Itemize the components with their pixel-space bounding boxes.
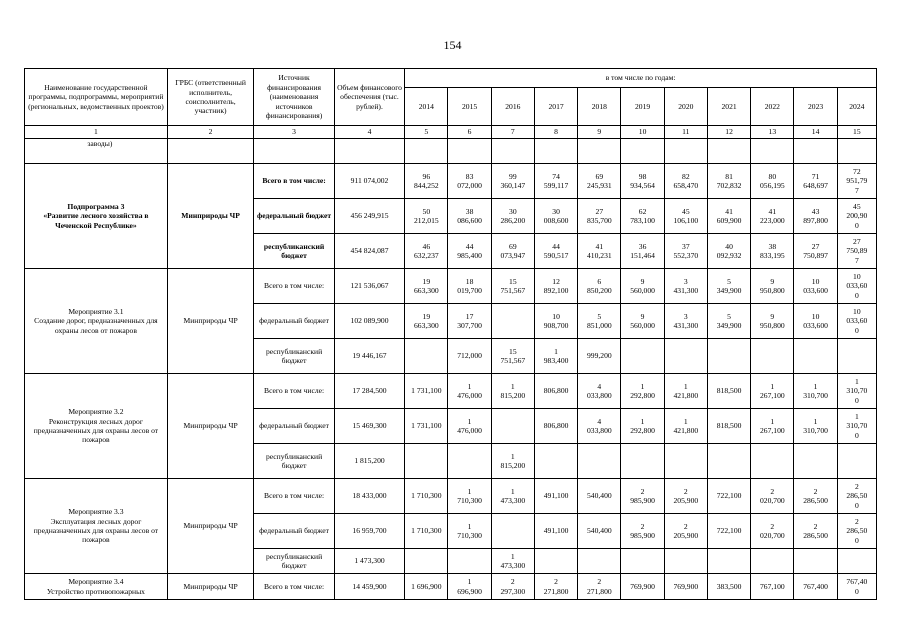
year-value-cell: 17 307,700	[448, 304, 491, 339]
year-value-cell: 712,000	[448, 339, 491, 374]
year-value-cell: 50 212,015	[405, 199, 448, 234]
year-value-cell: 30 286,200	[491, 199, 534, 234]
year-value-cell: 1 731,100	[405, 409, 448, 444]
year-value-cell: 2 286,50 0	[837, 514, 876, 549]
carry-over-text: заводы)	[25, 139, 168, 164]
header-year-2016: 2016	[491, 88, 534, 126]
volume-cell: 18 433,000	[334, 479, 404, 514]
year-value-cell: 40 092,932	[707, 234, 750, 269]
year-value-cell: 767,100	[751, 574, 794, 600]
column-number-12: 12	[707, 126, 750, 139]
year-value-cell: 1 710,300	[448, 514, 491, 549]
program-name-cell: Мероприятие 3.1 Создание дорог, предназначенных для охраны лесов от пожаров	[25, 269, 168, 374]
year-value-cell: 540,400	[578, 514, 621, 549]
year-value-cell: 1 476,000	[448, 409, 491, 444]
year-value-cell: 83 072,000	[448, 164, 491, 199]
year-value-cell	[491, 409, 534, 444]
column-number-10: 10	[621, 126, 664, 139]
year-value-cell	[707, 444, 750, 479]
column-number-13: 13	[751, 126, 794, 139]
column-number-6: 6	[448, 126, 491, 139]
year-value-cell: 383,500	[707, 574, 750, 600]
year-value-cell: 2 286,50 0	[837, 479, 876, 514]
header-year-2020: 2020	[664, 88, 707, 126]
year-value-cell: 15 751,567	[491, 339, 534, 374]
header-years-group: в том числе по годам:	[405, 69, 877, 88]
header-year-2018: 2018	[578, 88, 621, 126]
column-number-1: 1	[25, 126, 168, 139]
year-value-cell: 1 710,300	[405, 514, 448, 549]
volume-cell: 17 284,500	[334, 374, 404, 409]
header-year-2014: 2014	[405, 88, 448, 126]
volume-cell: 15 469,300	[334, 409, 404, 444]
year-value-cell	[448, 444, 491, 479]
funding-source-cell: республиканский бюджет	[254, 444, 334, 479]
year-value-cell: 1 710,300	[448, 479, 491, 514]
funding-source-cell: Всего в том числе:	[254, 574, 334, 600]
year-value-cell: 4 033,800	[578, 409, 621, 444]
volume-cell: 102 089,900	[334, 304, 404, 339]
year-value-cell	[621, 444, 664, 479]
year-value-cell: 38 086,600	[448, 199, 491, 234]
funding-source-cell: Всего в том числе:	[254, 164, 334, 199]
year-value-cell	[578, 549, 621, 574]
volume-cell: 1 815,200	[334, 444, 404, 479]
year-value-cell	[794, 444, 837, 479]
year-value-cell: 98 934,564	[621, 164, 664, 199]
column-number-2: 2	[167, 126, 254, 139]
year-value-cell: 9 950,800	[751, 304, 794, 339]
funding-source-cell: федеральный бюджет	[254, 304, 334, 339]
year-value-cell: 2 020,700	[751, 514, 794, 549]
year-value-cell: 10 033,60 0	[837, 304, 876, 339]
year-value-cell	[448, 549, 491, 574]
volume-cell: 16 959,700	[334, 514, 404, 549]
table-row	[25, 479, 877, 514]
volume-cell: 121 536,067	[334, 269, 404, 304]
header-year-2019: 2019	[621, 88, 664, 126]
table-row	[25, 269, 877, 304]
year-value-cell: 4 033,800	[578, 374, 621, 409]
year-value-cell: 1 267,100	[751, 409, 794, 444]
year-value-cell: 10 033,600	[794, 304, 837, 339]
year-value-cell: 1 983,400	[534, 339, 577, 374]
year-value-cell: 2 271,800	[578, 574, 621, 600]
year-value-cell: 3 431,300	[664, 304, 707, 339]
column-number-11: 11	[664, 126, 707, 139]
program-name-cell: Мероприятие 3.2 Реконструкция лесных дорог предназначенных для охраны лесов от пожаров	[25, 374, 168, 479]
year-value-cell	[751, 444, 794, 479]
year-value-cell	[664, 549, 707, 574]
year-value-cell	[534, 549, 577, 574]
year-value-cell: 37 552,370	[664, 234, 707, 269]
column-number-9: 9	[578, 126, 621, 139]
year-value-cell	[405, 339, 448, 374]
column-number-8: 8	[534, 126, 577, 139]
year-value-cell	[578, 444, 621, 479]
year-value-cell	[794, 549, 837, 574]
year-value-cell: 1 421,800	[664, 409, 707, 444]
year-value-cell: 41 410,231	[578, 234, 621, 269]
year-value-cell	[794, 339, 837, 374]
year-value-cell: 1 473,300	[491, 549, 534, 574]
year-value-cell: 806,800	[534, 409, 577, 444]
header-source-cell: Источник финансирования (наименования источников финансирования)	[254, 69, 334, 126]
year-value-cell: 30 008,600	[534, 199, 577, 234]
year-value-cell: 2 985,900	[621, 479, 664, 514]
budget-table	[24, 68, 877, 600]
year-value-cell: 1 473,300	[491, 479, 534, 514]
year-value-cell	[621, 339, 664, 374]
column-number-15: 15	[837, 126, 876, 139]
year-value-cell: 5 349,900	[707, 269, 750, 304]
year-value-cell: 1 815,200	[491, 444, 534, 479]
column-number-14: 14	[794, 126, 837, 139]
program-name-cell: Мероприятие 3.3 Эксплуатация лесных дорог предназначенных для охраны лесов от пожаров	[25, 479, 168, 574]
year-value-cell: 46 632,237	[405, 234, 448, 269]
year-value-cell: 62 783,100	[621, 199, 664, 234]
year-value-cell: 2 985,900	[621, 514, 664, 549]
year-value-cell: 5 851,000	[578, 304, 621, 339]
carry-over-row	[25, 139, 877, 164]
grbs-cell: Минприроды ЧР	[167, 269, 254, 374]
funding-source-cell: Всего в том числе:	[254, 479, 334, 514]
year-value-cell: 722,100	[707, 514, 750, 549]
year-value-cell: 12 892,100	[534, 269, 577, 304]
year-value-cell: 15 751,567	[491, 269, 534, 304]
funding-source-cell: федеральный бюджет	[254, 199, 334, 234]
year-value-cell	[837, 444, 876, 479]
year-value-cell: 540,400	[578, 479, 621, 514]
year-value-cell: 71 648,697	[794, 164, 837, 199]
column-number-7: 7	[491, 126, 534, 139]
year-value-cell: 72 951,79 7	[837, 164, 876, 199]
year-value-cell: 44 590,517	[534, 234, 577, 269]
year-value-cell: 10 908,700	[534, 304, 577, 339]
year-value-cell: 9 560,000	[621, 304, 664, 339]
header-name-cell: Наименование государственной программы, подпрограммы, мероприятий (региональных, ведомственных проектов)	[25, 69, 168, 126]
year-value-cell: 41 609,900	[707, 199, 750, 234]
year-value-cell: 1 310,700	[794, 409, 837, 444]
header-year-2023: 2023	[794, 88, 837, 126]
year-value-cell: 19 663,300	[405, 269, 448, 304]
header-volume-cell: Объем финансового обеспечения (тыс. рублей).	[334, 69, 404, 126]
year-value-cell: 769,900	[664, 574, 707, 600]
year-value-cell	[707, 549, 750, 574]
year-value-cell: 1 696,900	[405, 574, 448, 600]
volume-cell: 1 473,300	[334, 549, 404, 574]
year-value-cell: 36 151,464	[621, 234, 664, 269]
year-value-cell: 43 897,800	[794, 199, 837, 234]
year-value-cell: 1 710,300	[405, 479, 448, 514]
year-value-cell: 41 223,000	[751, 199, 794, 234]
year-value-cell: 1 310,70 0	[837, 374, 876, 409]
program-name-cell: Мероприятие 3.4 Устройство противопожарных	[25, 574, 168, 600]
year-value-cell: 767,400	[794, 574, 837, 600]
year-value-cell: 19 663,300	[405, 304, 448, 339]
year-value-cell: 2 286,500	[794, 514, 837, 549]
year-value-cell: 1 731,100	[405, 374, 448, 409]
funding-source-cell: федеральный бюджет	[254, 514, 334, 549]
year-value-cell: 818,500	[707, 409, 750, 444]
column-number-5: 5	[405, 126, 448, 139]
header-year-2021: 2021	[707, 88, 750, 126]
year-value-cell: 9 950,800	[751, 269, 794, 304]
header-grbs-cell: ГРБС (ответственный исполнитель, соисполнитель, участник)	[167, 69, 254, 126]
year-value-cell: 1 267,100	[751, 374, 794, 409]
table-row	[25, 374, 877, 409]
funding-source-cell: федеральный бюджет	[254, 409, 334, 444]
volume-cell: 19 446,167	[334, 339, 404, 374]
year-value-cell: 2 205,900	[664, 479, 707, 514]
funding-source-cell: республиканский бюджет	[254, 339, 334, 374]
year-value-cell: 27 750,897	[794, 234, 837, 269]
column-number-4: 4	[334, 126, 404, 139]
funding-source-cell: Всего в том числе:	[254, 374, 334, 409]
year-value-cell	[837, 339, 876, 374]
year-value-cell: 5 349,900	[707, 304, 750, 339]
year-value-cell: 45 106,100	[664, 199, 707, 234]
funding-source-cell: республиканский бюджет	[254, 234, 334, 269]
year-value-cell: 1 476,000	[448, 374, 491, 409]
year-value-cell: 27 835,700	[578, 199, 621, 234]
year-value-cell: 2 271,800	[534, 574, 577, 600]
year-value-cell: 9 560,000	[621, 269, 664, 304]
funding-source-cell: республиканский бюджет	[254, 549, 334, 574]
year-value-cell	[405, 549, 448, 574]
year-value-cell: 27 750,89 7	[837, 234, 876, 269]
year-value-cell: 96 844,252	[405, 164, 448, 199]
year-value-cell: 1 310,700	[794, 374, 837, 409]
year-value-cell	[751, 339, 794, 374]
year-value-cell: 69 073,947	[491, 234, 534, 269]
grbs-cell: Минприроды ЧР	[167, 574, 254, 600]
year-value-cell	[664, 444, 707, 479]
year-value-cell: 82 658,470	[664, 164, 707, 199]
grbs-cell: Минприроды ЧР	[167, 479, 254, 574]
year-value-cell	[405, 444, 448, 479]
year-value-cell	[534, 444, 577, 479]
year-value-cell	[491, 514, 534, 549]
year-value-cell: 806,800	[534, 374, 577, 409]
year-value-cell: 2 297,300	[491, 574, 534, 600]
column-number-3: 3	[254, 126, 334, 139]
year-value-cell: 999,200	[578, 339, 621, 374]
year-value-cell: 2 286,500	[794, 479, 837, 514]
year-value-cell: 38 833,195	[751, 234, 794, 269]
header-year-2017: 2017	[534, 88, 577, 126]
year-value-cell: 2 205,900	[664, 514, 707, 549]
header-numbers-row	[25, 126, 877, 139]
grbs-cell: Минприроды ЧР	[167, 374, 254, 479]
year-value-cell: 1 310,70 0	[837, 409, 876, 444]
year-value-cell: 1 292,800	[621, 374, 664, 409]
year-value-cell	[491, 304, 534, 339]
volume-cell: 911 074,002	[334, 164, 404, 199]
year-value-cell	[707, 339, 750, 374]
year-value-cell: 767,40 0	[837, 574, 876, 600]
year-value-cell: 80 056,195	[751, 164, 794, 199]
table-row	[25, 164, 877, 199]
year-value-cell: 74 599,117	[534, 164, 577, 199]
year-value-cell: 10 033,600	[794, 269, 837, 304]
year-value-cell: 1 696,900	[448, 574, 491, 600]
year-value-cell: 3 431,300	[664, 269, 707, 304]
year-value-cell: 6 850,200	[578, 269, 621, 304]
year-value-cell: 10 033,60 0	[837, 269, 876, 304]
year-value-cell: 722,100	[707, 479, 750, 514]
program-name-cell: Подпрограмма 3 «Развитие лесного хозяйства в Чеченской Республике»	[25, 164, 168, 269]
header-year-2022: 2022	[751, 88, 794, 126]
year-value-cell: 81 702,832	[707, 164, 750, 199]
year-value-cell: 818,500	[707, 374, 750, 409]
year-value-cell: 45 200,90 0	[837, 199, 876, 234]
year-value-cell: 18 019,700	[448, 269, 491, 304]
year-value-cell	[837, 549, 876, 574]
table-row	[25, 574, 877, 600]
grbs-cell: Минприроды ЧР	[167, 164, 254, 269]
year-value-cell: 99 360,147	[491, 164, 534, 199]
year-value-cell	[621, 549, 664, 574]
volume-cell: 14 459,900	[334, 574, 404, 600]
funding-source-cell: Всего в том числе:	[254, 269, 334, 304]
year-value-cell: 44 985,400	[448, 234, 491, 269]
volume-cell: 454 824,087	[334, 234, 404, 269]
header-year-2015: 2015	[448, 88, 491, 126]
year-value-cell: 1 421,800	[664, 374, 707, 409]
year-value-cell: 69 245,931	[578, 164, 621, 199]
year-value-cell: 769,900	[621, 574, 664, 600]
year-value-cell: 1 815,200	[491, 374, 534, 409]
year-value-cell	[664, 339, 707, 374]
year-value-cell: 2 020,700	[751, 479, 794, 514]
year-value-cell: 1 292,800	[621, 409, 664, 444]
header-year-2024: 2024	[837, 88, 876, 126]
volume-cell: 456 249,915	[334, 199, 404, 234]
year-value-cell: 491,100	[534, 479, 577, 514]
page-number: 154	[443, 38, 462, 52]
year-value-cell: 491,100	[534, 514, 577, 549]
year-value-cell	[751, 549, 794, 574]
